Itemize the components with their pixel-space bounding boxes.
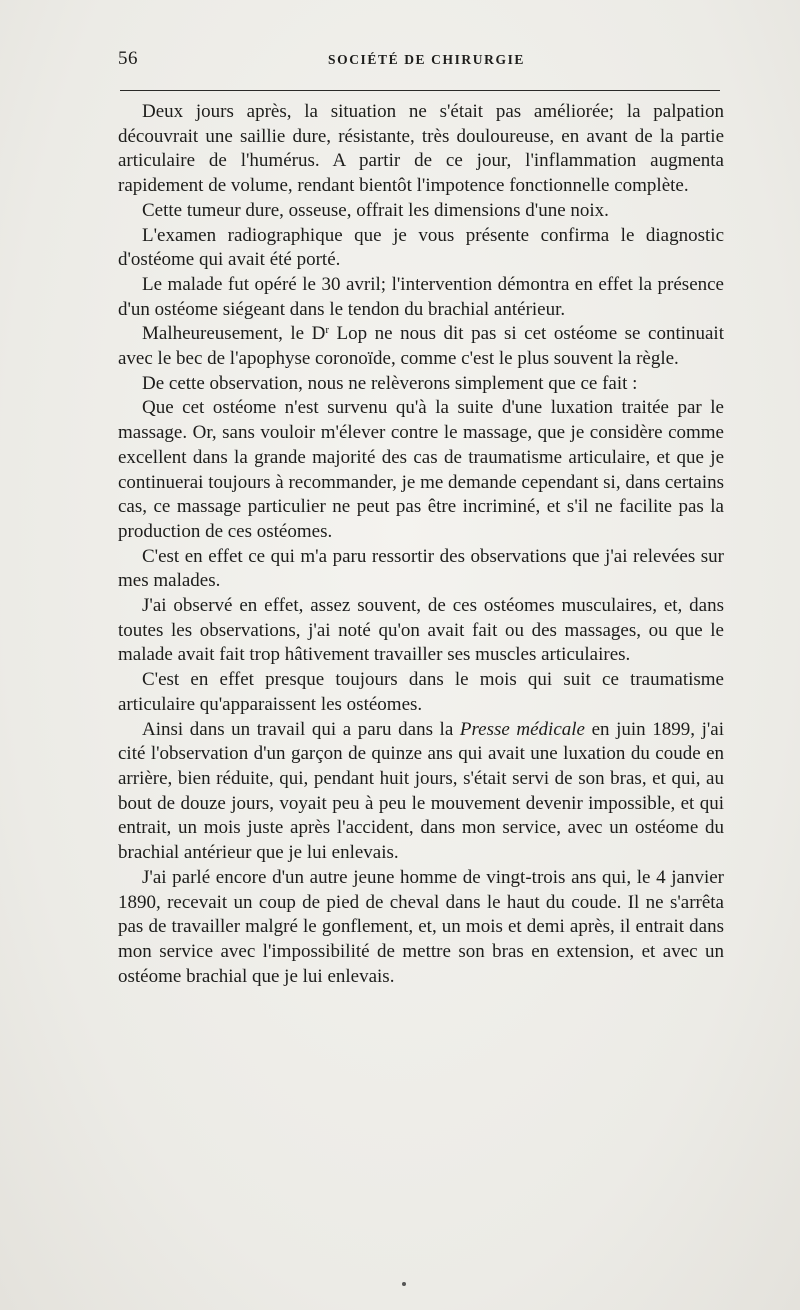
print-speck [402, 1282, 406, 1286]
paragraph-12: J'ai parlé encore d'un autre jeune homme de vingt-trois ans qui, le 4 janvier 1890, recevait un coup de pied de cheval dans le haut du coude. Il ne s'arrêta pas de travailler malgré le gonflement, et, un mois et demi après, il entrait dans mon service avec l'impossibilité de mettre son bras en extension, et avec un ostéome brachial que je lui enlevais. [118, 866, 724, 987]
paragraph-3: L'examen radiographique que je vous présente confirma le diagnostic d'ostéome qui avait été porté. [118, 224, 724, 271]
paragraph-4: Le malade fut opéré le 30 avril; l'intervention démontra en effet la présence d'un ostéome siégeant dans le tendon du brachial antérieur. [118, 273, 724, 320]
paragraph-1: Deux jours après, la situation ne s'était pas améliorée; la palpation découvrait une saillie dure, résistante, très douloureuse, en avant de la partie articulaire de l'humérus. A partir de ce jour, l'inflammation augmenta rapidement de volume, rendant bientôt l'impotence fonctionnelle complète. [118, 101, 724, 197]
running-head: SOCIÉTÉ DE CHIRURGIE [328, 52, 526, 67]
page-number: 56 [118, 48, 138, 69]
paragraph-11-start: Ainsi dans un travail qui a paru dans la [142, 718, 460, 740]
paragraph-10: C'est en effet presque toujours dans le mois qui suit ce traumatisme articulaire qu'apparaissent les ostéomes. [118, 669, 724, 715]
header-rule [120, 90, 720, 91]
paragraph-6: De cette observation, nous ne relèverons simplement que ce fait : [142, 372, 638, 394]
paragraph-8: C'est en effet ce qui m'a paru ressortir des observations que j'ai relevées sur mes malades. [118, 545, 724, 592]
paragraph-9: J'ai observé en effet, assez souvent, de ces ostéomes musculaires, et, dans toutes les observations, j'ai noté qu'on avait fait ou des massages, ou que le malade avait fait trop hâtivement travailler ses muscles articulaires. [118, 595, 724, 666]
page-header [118, 44, 722, 80]
paragraph-7: Que cet ostéome n'est survenu qu'à la suite d'une luxation traitée par le massage. Or, sans vouloir m'élever contre le massage, que je considère comme excellent dans la grande majorité des cas de traumatisme articulaire, et que je continuerai toujours à recommander, je me demande cependant si, dans certains cas, ce massage particulier ne peut pas être incriminé, et s'il ne facilite pas la production de ces ostéomes. [118, 397, 724, 542]
paragraph-5 [118, 322, 724, 371]
doctor-superscript: r [325, 324, 330, 337]
paragraph-5-end: Lop ne nous dit pas si cet ostéome se continuait avec le bec de l'apophyse coronoïde, comme c'est le plus souvent la règle. [118, 323, 724, 370]
body-text [118, 100, 724, 989]
paragraph-11 [118, 718, 724, 866]
paragraph-2: Cette tumeur dure, osseuse, offrait les dimensions d'une noix. [142, 199, 609, 221]
paragraph-11-end: en juin 1899, j'ai cité l'observation d'un garçon de quinze ans qui avait une luxation du coude en arrière, bien réduite, qui, pendant huit jours, s'était servi de son bras, et qui, au bout de douze jours, voyait peu à peu le mouvement devenir impossible, et qui entrait, un mois juste après l'accident, dans mon service, avec un ostéome du brachial antérieur que je lui enlevais. [118, 718, 725, 864]
journal-title: Presse médicale [459, 718, 585, 740]
paragraph-5-start: Malheureusement, le D [142, 323, 326, 345]
